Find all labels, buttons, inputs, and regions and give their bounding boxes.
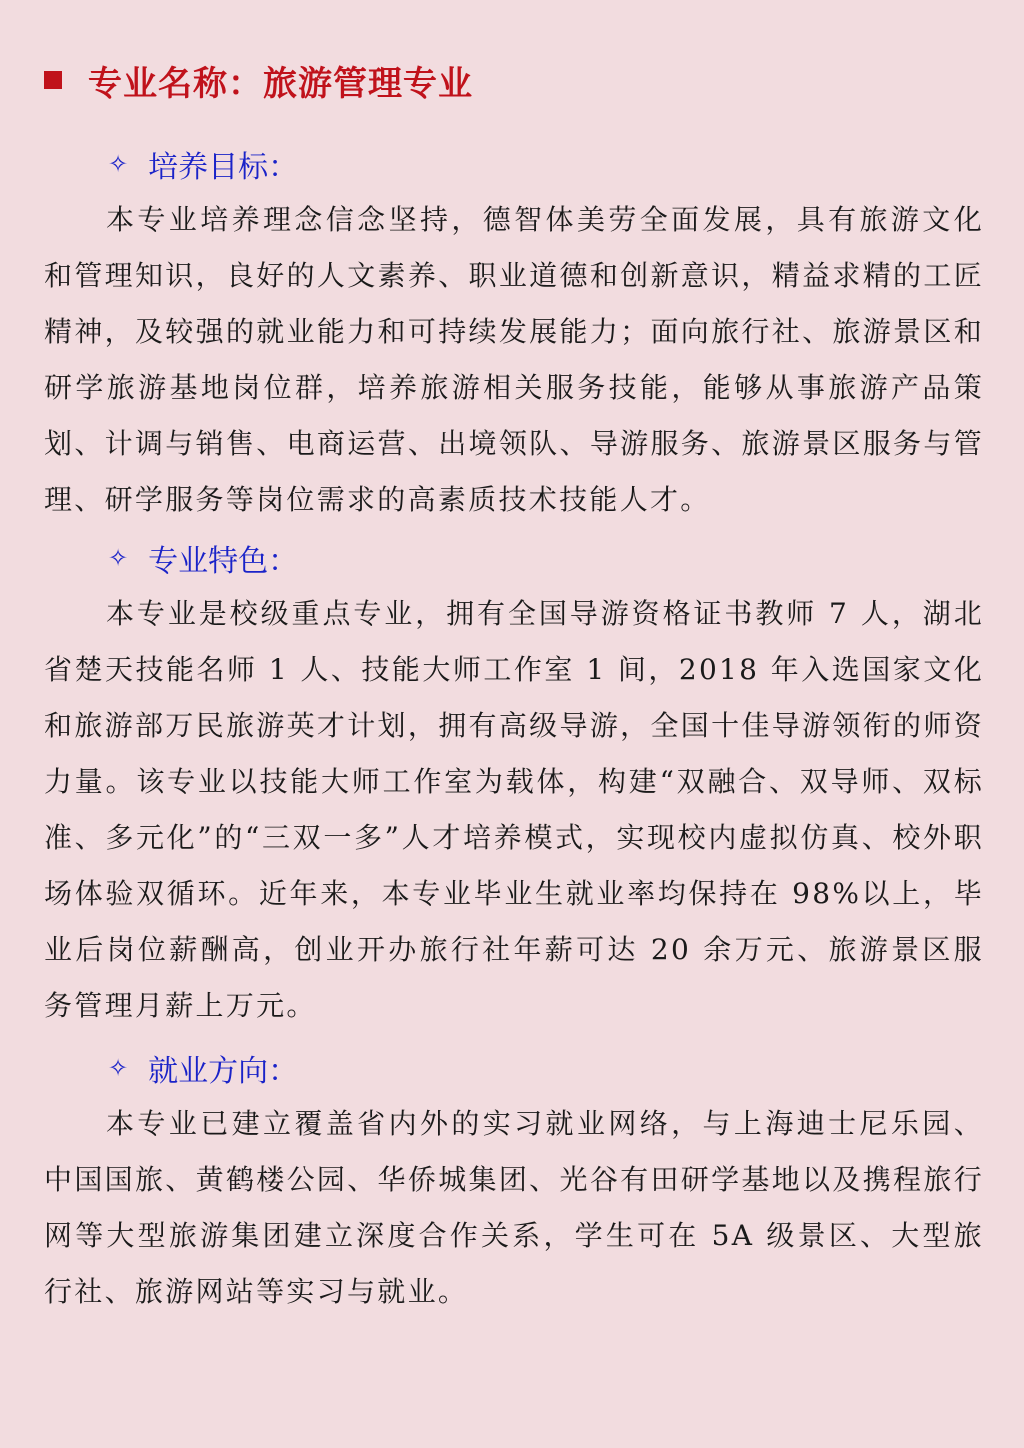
section-heading — [44, 530, 984, 586]
section-employment — [44, 1040, 984, 1320]
section-body: 本专业是校级重点专业，拥有全国导游资格证书教师 7 人，湖北省楚天技能名师 1 人、技能大师工作室 1 间，2018 年入选国家文化和旅游部万民旅游英才计划，拥有高级导游，全国十佳导游领衔的师资力量。该专业以技能大师工作室为载体，构建“双融合、双导师、双标准、多元化”的“三双一多”人才培养模式，实现校内虚拟仿真、校外职场体验双循环。近年来，本专业毕业生就业率均保持在 98%以上，毕业后岗位薪酬高，创业开办旅行社年薪可达 20 余万元、旅游景区服务管理月薪上万元。 — [44, 597, 984, 1022]
major-title — [44, 54, 473, 106]
square-bullet-icon — [44, 71, 62, 89]
section-body: 本专业已建立覆盖省内外的实习就业网络，与上海迪士尼乐园、中国国旅、黄鹤楼公园、华侨城集团、光谷有田研学基地以及携程旅行网等大型旅游集团建立深度合作关系，学生可在 5A 级景区、大型旅行社、旅游网站等实习与就业。 — [44, 1107, 984, 1308]
section-heading — [44, 1040, 984, 1096]
diamond-outline-icon: ✧ — [108, 544, 129, 572]
section-heading-text: 就业方向： — [148, 1054, 299, 1089]
diamond-outline-icon: ✧ — [108, 150, 129, 178]
section-features — [44, 530, 984, 1034]
major-title-text: 专业名称：旅游管理专业 — [88, 63, 473, 104]
section-heading — [44, 136, 984, 192]
section-heading-text: 专业特色： — [148, 544, 299, 579]
section-body: 本专业培养理念信念坚持，德智体美劳全面发展，具有旅游文化和管理知识，良好的人文素养、职业道德和创新意识，精益求精的工匠精神，及较强的就业能力和可持续发展能力；面向旅行社、旅游景区和研学旅游基地岗位群，培养旅游相关服务技能，能够从事旅游产品策划、计调与销售、电商运营、出境领队、导游服务、旅游景区服务与管理、研学服务等岗位需求的高素质技术技能人才。 — [44, 203, 984, 516]
section-training-goals — [44, 136, 984, 528]
diamond-outline-icon: ✧ — [108, 1054, 129, 1082]
section-heading-text: 培养目标： — [148, 150, 299, 185]
